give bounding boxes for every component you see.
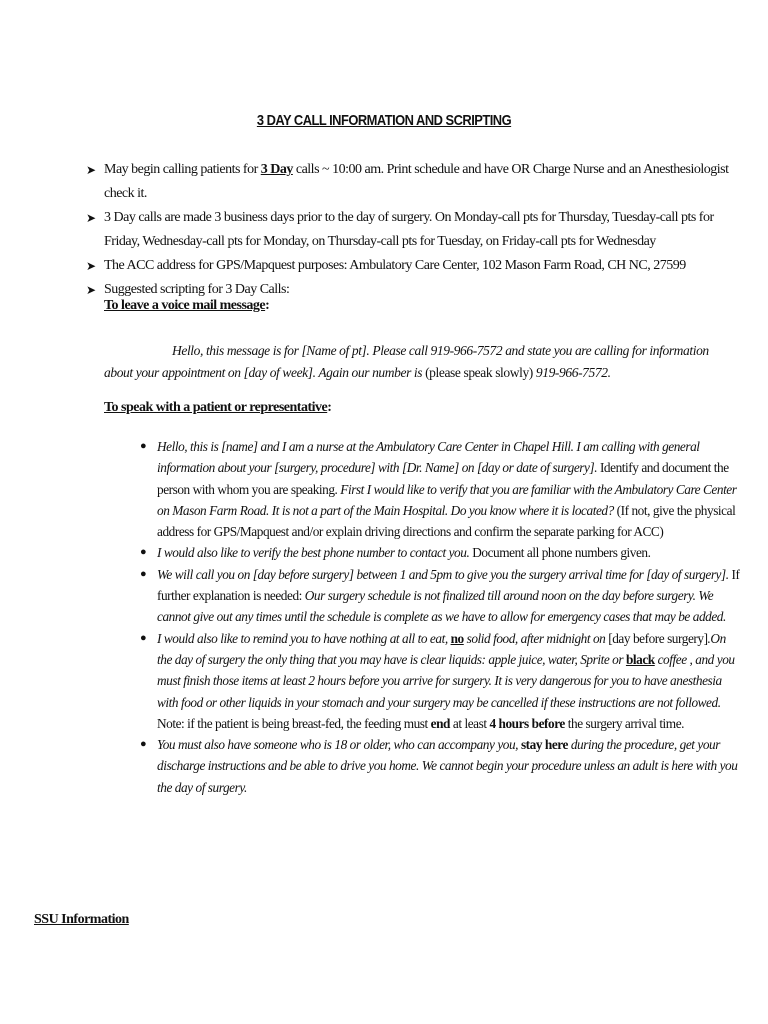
bullet-icon: ● (140, 567, 147, 580)
script-text: I would also like to remind you to have nothing at all to eat, (157, 630, 451, 646)
heading-text: To leave a voice mail message (104, 298, 266, 313)
list-item (140, 734, 740, 798)
info-arrow-list (86, 158, 746, 302)
script-text: .On the day of surgery the only thing that you may have is clear liquids: apple juice, water, Sprite or (157, 630, 726, 667)
list-item (86, 158, 746, 206)
item-emphasis: 3 Day (260, 162, 293, 177)
item-text: calls ~ 10:00 am. Print schedule and have OR Charge Nurse and an Anesthesiologist check it. (104, 162, 729, 201)
script-text: coffee , and you must finish those items at least 2 hours before you arrive for surgery. It is very dangerous for you to have anesthesia with food or other liquids in your stomach and your surgery may be cancelled if these instructions are not followed. (157, 651, 735, 710)
bullet-icon: ● (140, 546, 147, 559)
instruction-text: [day before surgery] (608, 630, 708, 646)
script-text: I would also like to verify the best phone number to contact you. (157, 545, 473, 561)
script-text: We will call you on [day before surgery] between 1 and 5pm to give you the surgery arrival time for [day of surgery]. (157, 566, 732, 582)
script-text: during the procedure, get your discharge instructions and be able to drive you home. We cannot begin your procedure unless an adult is here with you the day of surgery. (157, 737, 738, 795)
script-note: (please speak slowly) (425, 365, 533, 380)
item-text: 3 Day calls are made 3 business days prior to the day of surgery. On Monday-call pts for Thursday, Tuesday-call pts for Friday, Wednesday-call pts for Monday, on Thursday-call pts for Tuesday, on Friday-call pts for Wednesday (104, 210, 714, 249)
instruction-text: Note: if the patient is being breast-fed, the feeding must (157, 715, 431, 731)
document-title: 3 DAY CALL INFORMATION AND SCRIPTING (256, 112, 512, 129)
list-item (140, 564, 740, 628)
script-text: You must also have someone who is 18 or older, who can accompany you, (157, 737, 521, 753)
bullet-icon: ● (140, 738, 147, 751)
instruction-text: the surgery arrival time. (564, 715, 685, 731)
script-text: Our surgery schedule is not finalized till around noon on the day before surgery. We cannot give out any times until the schedule is complete as we have to allow for emergency cases that may be added. (157, 588, 726, 625)
emphasis-text: end (430, 715, 450, 731)
heading-colon: : (327, 400, 332, 415)
instruction-text: Identify and document the person with whom you are speaking. (157, 460, 729, 497)
emphasis-text: no (450, 630, 464, 646)
heading-text: To speak with a patient or representative (104, 400, 328, 415)
heading-colon: : (265, 298, 270, 313)
list-item (140, 436, 740, 542)
arrow-bullet-icon: ➤ (86, 283, 96, 297)
bullet-icon: ● (140, 440, 147, 452)
emphasis-text: 4 hours before (489, 715, 565, 731)
arrow-bullet-icon: ➤ (86, 259, 96, 273)
voicemail-heading (104, 298, 269, 314)
voicemail-script (104, 340, 724, 384)
instruction-text: (If not, give the physical address for GPS/Mapquest and/or explain driving directions and confirm the separate parking for ACC) (157, 502, 736, 540)
arrow-bullet-icon: ➤ (86, 211, 96, 225)
speak-script-list (140, 436, 740, 798)
instruction-text: Document all phone numbers given. (472, 545, 651, 561)
bullet-icon: ● (140, 631, 147, 644)
emphasis-text: stay here (520, 737, 568, 753)
arrow-bullet-icon: ➤ (86, 163, 96, 177)
list-item (86, 206, 746, 254)
script-text: First I would like to verify that you are familiar with the Ambulatory Care Center on Mason Farm Road. It is not a part of the Main Hospital. Do you know where it is located? (157, 481, 737, 518)
script-text: Hello, this is [name] and I am a nurse at the Ambulatory Care Center in Chapel Hill. I am calling with general information about your [surgery, procedure] with [Dr. Name] on [day or date of surgery]. (157, 439, 700, 476)
list-item (140, 542, 740, 563)
emphasis-text: black (625, 651, 655, 667)
script-text: Hello, this message is for [Name of pt]. Please call 919-966-7572 and state you are calling for information about your appointment on [day of week]. Again our number is (104, 343, 709, 380)
ssu-information-heading: SSU Information (34, 912, 129, 927)
list-item (86, 254, 746, 278)
item-text: Suggested scripting for 3 Day Calls: (104, 282, 290, 297)
script-text: 919-966-7572. (532, 365, 611, 380)
instruction-text: If further explanation is needed: (157, 566, 740, 604)
script-text: solid food, after midnight on (463, 630, 609, 646)
speak-heading (104, 400, 331, 416)
item-text: May begin calling patients for (104, 162, 261, 177)
item-text: The ACC address for GPS/Mapquest purposes: Ambulatory Care Center, 102 Mason Farm Road, CH NC, 27599 (104, 258, 686, 273)
list-item (140, 628, 740, 734)
instruction-text: at least (450, 715, 490, 731)
